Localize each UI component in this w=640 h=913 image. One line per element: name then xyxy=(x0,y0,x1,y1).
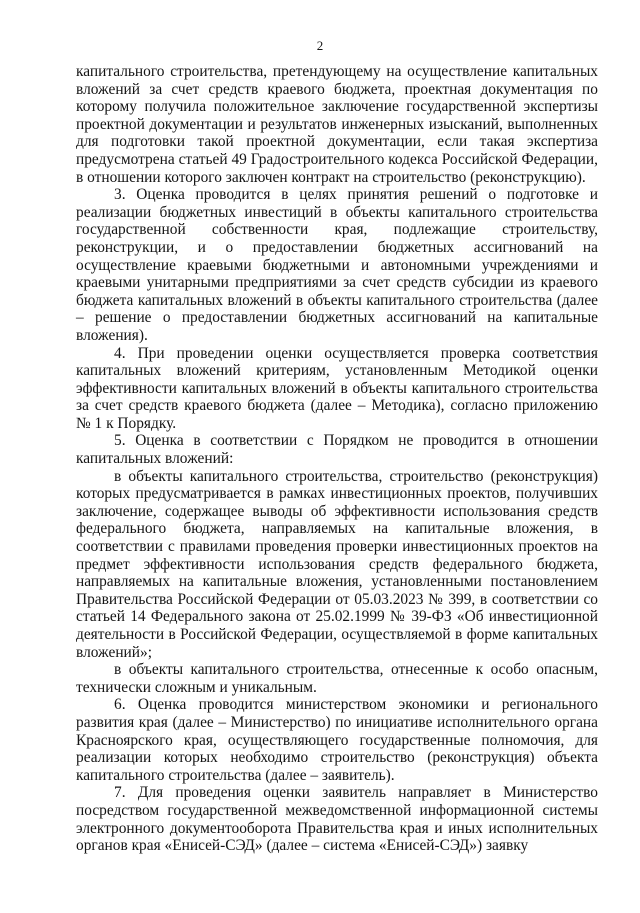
paragraph-continuation: капитального строительства, претендующему на осуществление капитальных вложений за счет средств краевого бюджета, проектная документация по которому получила положительное заключение государственной экспертизы проектной документации и результатов инженерных изысканий, выполненных для подготовки такой проектной документации, если такая экспертиза предусмотрена статьей 49 Градостроительного кодекса Российской Федерации, в отношении которого заключен контракт на строительство (реконструкцию). xyxy=(76,63,598,186)
paragraph-5-item-1: в объекты капитального строительства, строительство (реконструкция) которых предусматривается в рамках инвестиционных проектов, получивших заключение, содержащее выводы об эффективности использования средств федерального бюджета, направляемых на капитальные вложения, в соответствии с правилами проведения проверки инвестиционных проектов на предмет эффективности использования средств федерального бюджета, направляемых на капитальные вложения, установленными постановлением Правительства Российской Федерации от 05.03.2023 № 399, в соответствии со статьей 14 Федерального закона от 25.02.1999 № 39-ФЗ «Об инвестиционной деятельности в Российской Федерации, осуществляемой в форме капитальных вложений»; xyxy=(76,467,598,661)
paragraph-6: 6. Оценка проводится министерством экономики и регионального развития края (далее – Министерство) по инициативе исполнительного органа Красноярского края, осуществляющего государственные полномочия, для реализации которых необходимо строительство (реконструкция) объекта капитального строительства (далее – заявитель). xyxy=(76,696,598,784)
paragraph-7: 7. Для проведения оценки заявитель направляет в Министерство посредством государственной межведомственной информационной системы электронного документооборота Правительства края и иных исполнительных органов края «Енисей-СЭД» (далее – система «Енисей-СЭД») заявку xyxy=(76,784,598,855)
page-number: 2 xyxy=(316,38,324,53)
paragraph-5-item-2: в объекты капитального строительства, отнесенные к особо опасным, технически сложным и уникальным. xyxy=(76,661,598,696)
paragraph-5: 5. Оценка в соответствии с Порядком не проводится в отношении капитальных вложений: xyxy=(76,432,598,468)
paragraph-4: 4. При проведении оценки осуществляется проверка соответствия капитальных вложений критериям, установленным Методикой оценки эффективности капитальных вложений в объекты капитального строительства за счет средств краевого бюджета (далее – Методика), согласно приложению № 1 к Порядку. xyxy=(76,344,598,432)
paragraph-3: 3. Оценка проводится в целях принятия решений о подготовке и реализации бюджетных инвестиций в объекты капитального строительства государственной собственности края, подлежащие строительству, реконструкции, и о предоставлении бюджетных ассигнований на осуществление краевыми бюджетными и автономными учреждениями и краевыми унитарными предприятиями за счет средств субсидии из краевого бюджета капитальных вложений в объекты капитального строительства (далее – решение о предоставлении бюджетных ассигнований на капитальные вложения). xyxy=(76,186,598,344)
document-body xyxy=(76,63,598,855)
